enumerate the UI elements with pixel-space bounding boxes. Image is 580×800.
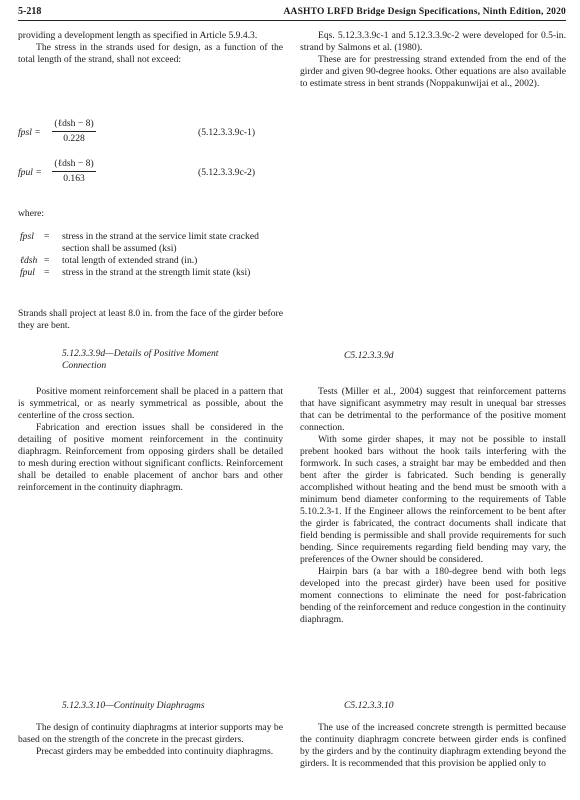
commentary-heading: C5.12.3.3.10 xyxy=(344,700,394,711)
paragraph: Hairpin bars (a bar with a 180-degree bend with both legs developed into the precast girder) have been used for positive moment connections to eliminate the need for post-fabrication bending of the reinforcement and reduce congestion in the continuity diaphragm. xyxy=(300,566,566,625)
definition-text: stress in the strand at the strength limit state (ksi) xyxy=(62,267,251,278)
equals-sign: = xyxy=(44,267,50,278)
paragraph: Precast girders may be embedded into continuity diaphragms. xyxy=(36,746,274,757)
page-number: 5-218 xyxy=(18,6,42,17)
equation-number: (5.12.3.3.9c-1) xyxy=(198,127,256,138)
equals-sign: = xyxy=(44,255,50,266)
paragraph: Positive moment reinforcement shall be placed in a pattern that is symmetrical, or as nearly symmetrical as possible, about the centerline of the cross section. xyxy=(18,386,283,421)
section-heading: 5.12.3.3.10—Continuity Diaphragms xyxy=(62,700,205,711)
paragraph: With some girder shapes, it may not be possible to install prebent hooked bars without the hook tails interfering with the formwork. In such cases, a straight bar may be embedded and then bent after the girder is fabricated. Such bending is generally accomplished without heating and the bend must be smooth with a minimum bend diameter conforming to the requirements of Table 5.10.2.3-1. If the Engineer allows the reinforcement to be bent after the girder is fabricated, the contract documents shall indicate that field bending is permissible and shall provide requirements for such bending. Since requirements regarding field bending may vary, the preferences of the Owner should be considered. xyxy=(300,434,566,565)
denominator: 0.228 xyxy=(63,133,85,144)
right-commentary-2-body xyxy=(300,722,566,770)
fraction xyxy=(52,118,96,145)
where-label: where: xyxy=(18,208,45,219)
equation-2 xyxy=(18,158,283,188)
equation-lhs: fpsl = xyxy=(18,127,41,138)
symbol: fpsl xyxy=(20,231,34,242)
definition-text: total length of extended strand (in.) xyxy=(62,255,198,266)
definition-text: stress in the strand at the service limit state cracked section shall be assumed (ksi) xyxy=(62,231,259,254)
paragraph: Eqs. 5.12.3.3.9c-1 and 5.12.3.3.9c-2 were developed for 0.5-in. strand by Salmons et al. (1980). xyxy=(300,30,566,53)
commentary-heading: C5.12.3.3.9d xyxy=(344,350,394,361)
paragraph: These are for prestressing strand extended from the end of the girder and given 90-degree hooks. Other equations are also available to estimate stress in bent strands (Noppakunwijai et al., 2002). xyxy=(300,54,566,89)
symbol: fpul xyxy=(20,267,35,278)
left-intro xyxy=(18,30,283,66)
left-section-1-body xyxy=(18,386,283,494)
section-heading: 5.12.3.3.9d—Details of Positive Moment Connection xyxy=(62,348,219,371)
running-title: AASHTO LRFD Bridge Design Specifications, Ninth Edition, 2020 xyxy=(283,7,566,17)
paragraph: Tests (Miller et al., 2004) suggest that reinforcement patterns that have significant asymmetry may result in unequal bar stresses that can be detrimental to the performance of the positive moment connection. xyxy=(300,386,566,433)
symbol: ℓdsh xyxy=(20,255,38,266)
right-commentary-intro xyxy=(300,30,566,90)
fraction xyxy=(52,158,96,185)
equation-1 xyxy=(18,118,283,148)
paragraph: The use of the increased concrete strength is permitted because the continuity diaphragm concrete between girder ends is confined by the girders and by the continuity diaphragm extending beyond the girders. It is recommended that this provision be applied only to xyxy=(300,722,566,769)
equals-sign: = xyxy=(44,231,50,242)
right-commentary-1-body xyxy=(300,386,566,626)
left-section-2-body xyxy=(18,722,283,758)
definition-list xyxy=(18,231,283,279)
definition-item xyxy=(18,267,283,279)
definition-item xyxy=(18,231,283,255)
left-strand-note xyxy=(18,308,283,332)
paragraph: Strands shall project at least 8.0 in. from the face of the girder before they are bent. xyxy=(18,308,283,331)
paragraph: Fabrication and erection issues shall be considered in the detailing of positive moment reinforcement in the continuity diaphragm. Reinforcement from opposing girders shall be detailed to mesh during erection without significant conflicts. Reinforcement shall be detailed to enable placement of anchor bars and other reinforcement in the continuity diaphragm. xyxy=(18,422,283,493)
page-header xyxy=(18,6,566,21)
paragraph: The stress in the strands used for design, as a function of the total length of the strand, shall not exceed: xyxy=(18,42,283,65)
equation-lhs: fpul = xyxy=(18,167,42,178)
numerator: (ℓdsh − 8) xyxy=(52,158,96,172)
paragraph: The design of continuity diaphragms at interior supports may be based on the strength of the concrete in the precast girders. xyxy=(18,722,283,745)
definition-item xyxy=(18,255,283,267)
paragraph: providing a development length as specified in Article 5.9.4.3. xyxy=(18,30,258,41)
equation-number: (5.12.3.3.9c-2) xyxy=(198,167,256,178)
denominator: 0.163 xyxy=(63,173,85,184)
numerator: (ℓdsh − 8) xyxy=(52,118,96,132)
